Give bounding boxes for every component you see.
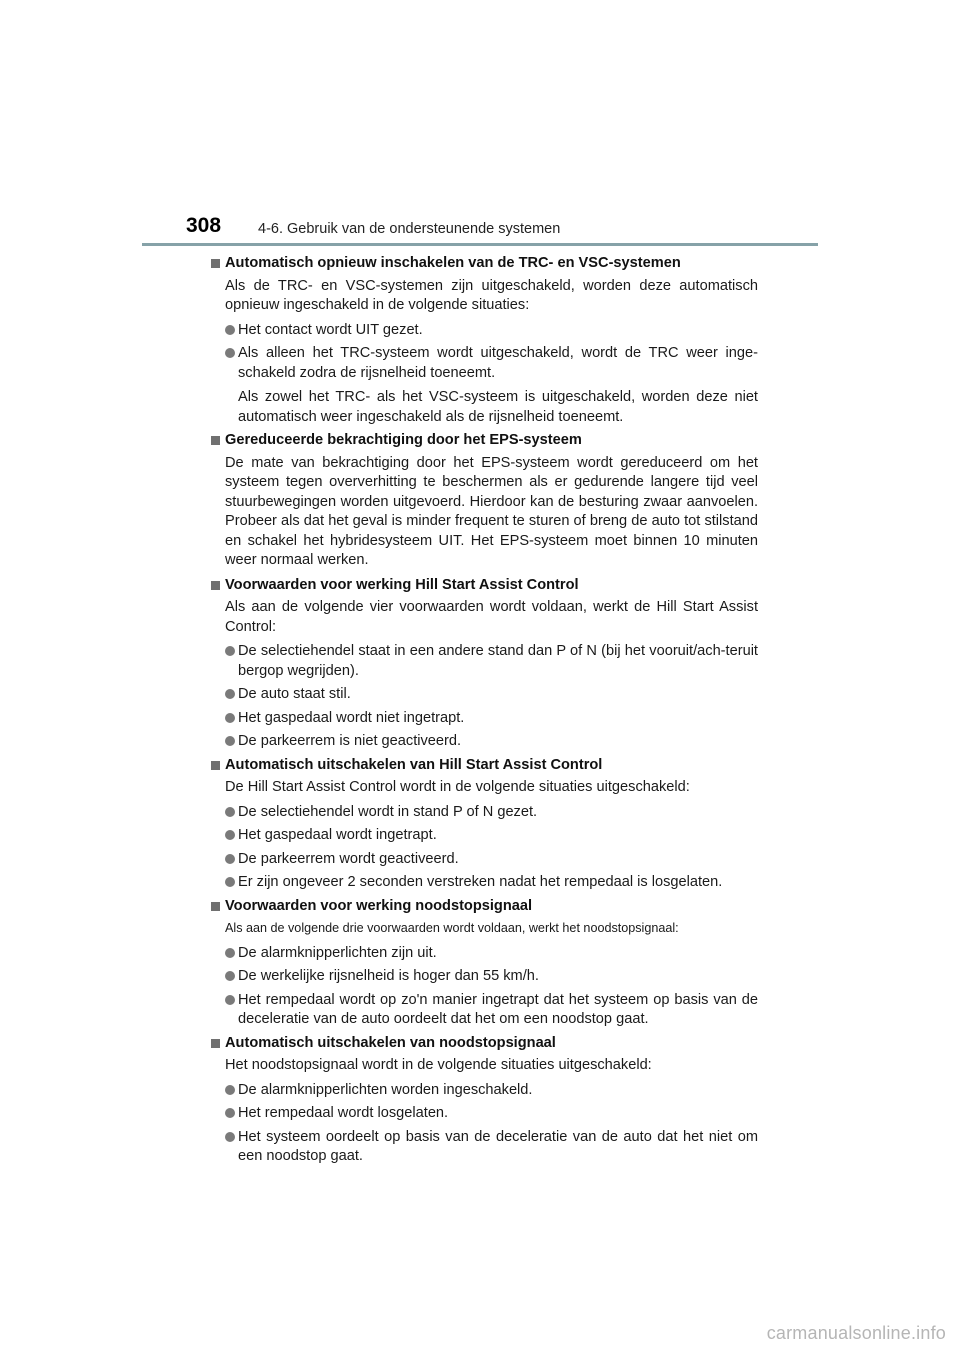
list-item-text: Als alleen het TRC-systeem wordt uitgeschakeld, wordt de TRC weer inge-schakeld zodra de rijsnelheid toeneemt. bbox=[238, 345, 758, 381]
list-item-text: De werkelijke rijsnelheid is hoger dan 55 km/h. bbox=[238, 968, 539, 984]
section bbox=[210, 431, 758, 571]
list-item-note: Als zowel het TRC- als het VSC-systeem is uitgeschakeld, worden deze niet automatisch weer ingeschakeld als de rijsnelheid toeneemt. bbox=[238, 389, 758, 425]
list-item-text: De selectiehendel wordt in stand P of N gezet. bbox=[238, 803, 538, 820]
bullet-icon bbox=[225, 348, 235, 358]
section-heading-text: Automatisch uitschakelen van noodstopsignaal bbox=[225, 1034, 556, 1051]
section-intro: Het noodstopsignaal wordt in de volgende situaties uitgeschakeld: bbox=[225, 1057, 652, 1073]
watermark: carmanualsonline.info bbox=[766, 1323, 946, 1343]
square-icon bbox=[211, 902, 220, 911]
section bbox=[210, 576, 758, 752]
section bbox=[210, 1034, 758, 1167]
bullet-list bbox=[225, 944, 758, 1030]
section-heading bbox=[210, 756, 758, 776]
page-header bbox=[0, 0, 960, 250]
list-item-text: Er zijn ongeveer 2 seconden verstreken nadat het rempedaal is losgelaten. bbox=[238, 874, 723, 890]
square-icon bbox=[211, 1039, 220, 1048]
section-intro: De Hill Start Assist Control wordt in de volgende situaties uitgeschakeld: bbox=[225, 779, 690, 795]
list-item-text: Het gaspedaal wordt niet ingetrapt. bbox=[238, 709, 465, 726]
bullet-list bbox=[225, 1081, 758, 1167]
bullet-icon bbox=[225, 1132, 235, 1142]
bullet-icon bbox=[225, 1108, 235, 1118]
list-item-text: Het rempedaal wordt op zo'n manier ingetrapt dat het systeem op basis van de deceleratie van de auto oordeelt dat het om een noodstop gaat. bbox=[238, 991, 758, 1027]
section bbox=[210, 254, 758, 427]
section bbox=[210, 756, 758, 893]
list-item-text: De parkeerrem wordt geactiveerd. bbox=[238, 850, 459, 867]
list-item-text: De alarmknipperlichten worden ingeschakeld. bbox=[238, 1081, 533, 1098]
list-item bbox=[225, 642, 758, 681]
header-divider bbox=[142, 243, 818, 246]
list-item bbox=[225, 1128, 758, 1167]
page-number: 308 bbox=[186, 214, 222, 237]
section-heading bbox=[210, 254, 758, 274]
list-item bbox=[225, 321, 758, 341]
section-heading-text: Voorwaarden voor werking Hill Start Assist Control bbox=[225, 576, 579, 593]
section-intro: Als aan de volgende drie voorwaarden wordt voldaan, werkt het noodstopsignaal: bbox=[225, 921, 679, 935]
bullet-list bbox=[225, 642, 758, 752]
list-item-text: Het contact wordt UIT gezet. bbox=[238, 321, 423, 338]
square-icon bbox=[211, 761, 220, 770]
square-icon bbox=[211, 259, 220, 268]
bullet-icon bbox=[225, 713, 235, 723]
list-item-text: Het systeem oordeelt op basis van de deceleratie van de auto dat het niet om een noodstop gaat. bbox=[238, 1128, 758, 1164]
bullet-icon bbox=[225, 689, 235, 699]
list-item-text: Het gaspedaal wordt ingetrapt. bbox=[238, 827, 437, 843]
section-heading bbox=[210, 576, 758, 596]
page-content bbox=[210, 254, 758, 1171]
list-item bbox=[225, 732, 758, 752]
list-item-text: De alarmknipperlichten zijn uit. bbox=[238, 944, 437, 961]
square-icon bbox=[211, 436, 220, 445]
section-heading-text: Voorwaarden voor werking noodstopsignaal bbox=[225, 897, 533, 914]
list-item-text: De parkeerrem is niet geactiveerd. bbox=[238, 733, 462, 749]
section bbox=[210, 897, 758, 1030]
bullet-icon bbox=[225, 807, 235, 817]
list-item bbox=[225, 991, 758, 1030]
bullet-icon bbox=[225, 830, 235, 840]
list-item-text: De selectiehendel staat in een andere stand dan P of N (bij het vooruit/ach-teruit bergop wegrijden). bbox=[238, 643, 758, 679]
list-item bbox=[225, 344, 758, 427]
list-item bbox=[225, 803, 758, 823]
bullet-icon bbox=[225, 646, 235, 656]
list-item-text: De auto staat stil. bbox=[238, 686, 351, 702]
bullet-icon bbox=[225, 948, 235, 958]
list-item-text: Het rempedaal wordt losgelaten. bbox=[238, 1105, 449, 1121]
section-heading-text: Automatisch uitschakelen van Hill Start Assist Control bbox=[225, 756, 603, 773]
section-intro: De mate van bekrachtiging door het EPS-systeem wordt gereduceerd om het systeem tegen oververhitting te beschermen als er gedurende langere tijd veel stuurbewegingen worden uitgevoerd. Hierdoor kan de besturing zwaar aanvoelen. Probeer als dat het geval is minder frequent te sturen of breng de auto tot stilstand en schakel het hybridesysteem UIT. Het EPS-systeem moet binnen 10 minuten weer normaal werken. bbox=[225, 454, 758, 568]
section-heading bbox=[210, 897, 758, 917]
list-item bbox=[225, 685, 758, 705]
section-heading-text: Gereduceerde bekrachtiging door het EPS-systeem bbox=[225, 432, 582, 448]
bullet-list bbox=[225, 803, 758, 893]
section-heading-text: Automatisch opnieuw inschakelen van de TRC- en VSC-systemen bbox=[225, 255, 681, 271]
list-item bbox=[225, 1081, 758, 1101]
list-item bbox=[225, 709, 758, 729]
list-item bbox=[225, 1104, 758, 1124]
bullet-icon bbox=[225, 971, 235, 981]
bullet-icon bbox=[225, 995, 235, 1005]
list-item bbox=[225, 873, 758, 893]
section-heading bbox=[210, 431, 758, 451]
list-item bbox=[225, 967, 758, 987]
bullet-list bbox=[225, 321, 758, 428]
list-item bbox=[225, 944, 758, 964]
list-item bbox=[225, 826, 758, 846]
list-item bbox=[225, 850, 758, 870]
section-heading bbox=[210, 1034, 758, 1054]
square-icon bbox=[211, 581, 220, 590]
bullet-icon bbox=[225, 877, 235, 887]
chapter-title: 4-6. Gebruik van de ondersteunende systemen bbox=[258, 221, 561, 237]
bullet-icon bbox=[225, 736, 235, 746]
section-intro: Als de TRC- en VSC-systemen zijn uitgeschakeld, worden deze automatisch opnieuw ingeschakeld in de volgende situaties: bbox=[225, 277, 758, 313]
section-intro: Als aan de volgende vier voorwaarden wordt voldaan, werkt de Hill Start Assist Control: bbox=[225, 599, 758, 635]
bullet-icon bbox=[225, 854, 235, 864]
bullet-icon bbox=[225, 1085, 235, 1095]
bullet-icon bbox=[225, 325, 235, 335]
